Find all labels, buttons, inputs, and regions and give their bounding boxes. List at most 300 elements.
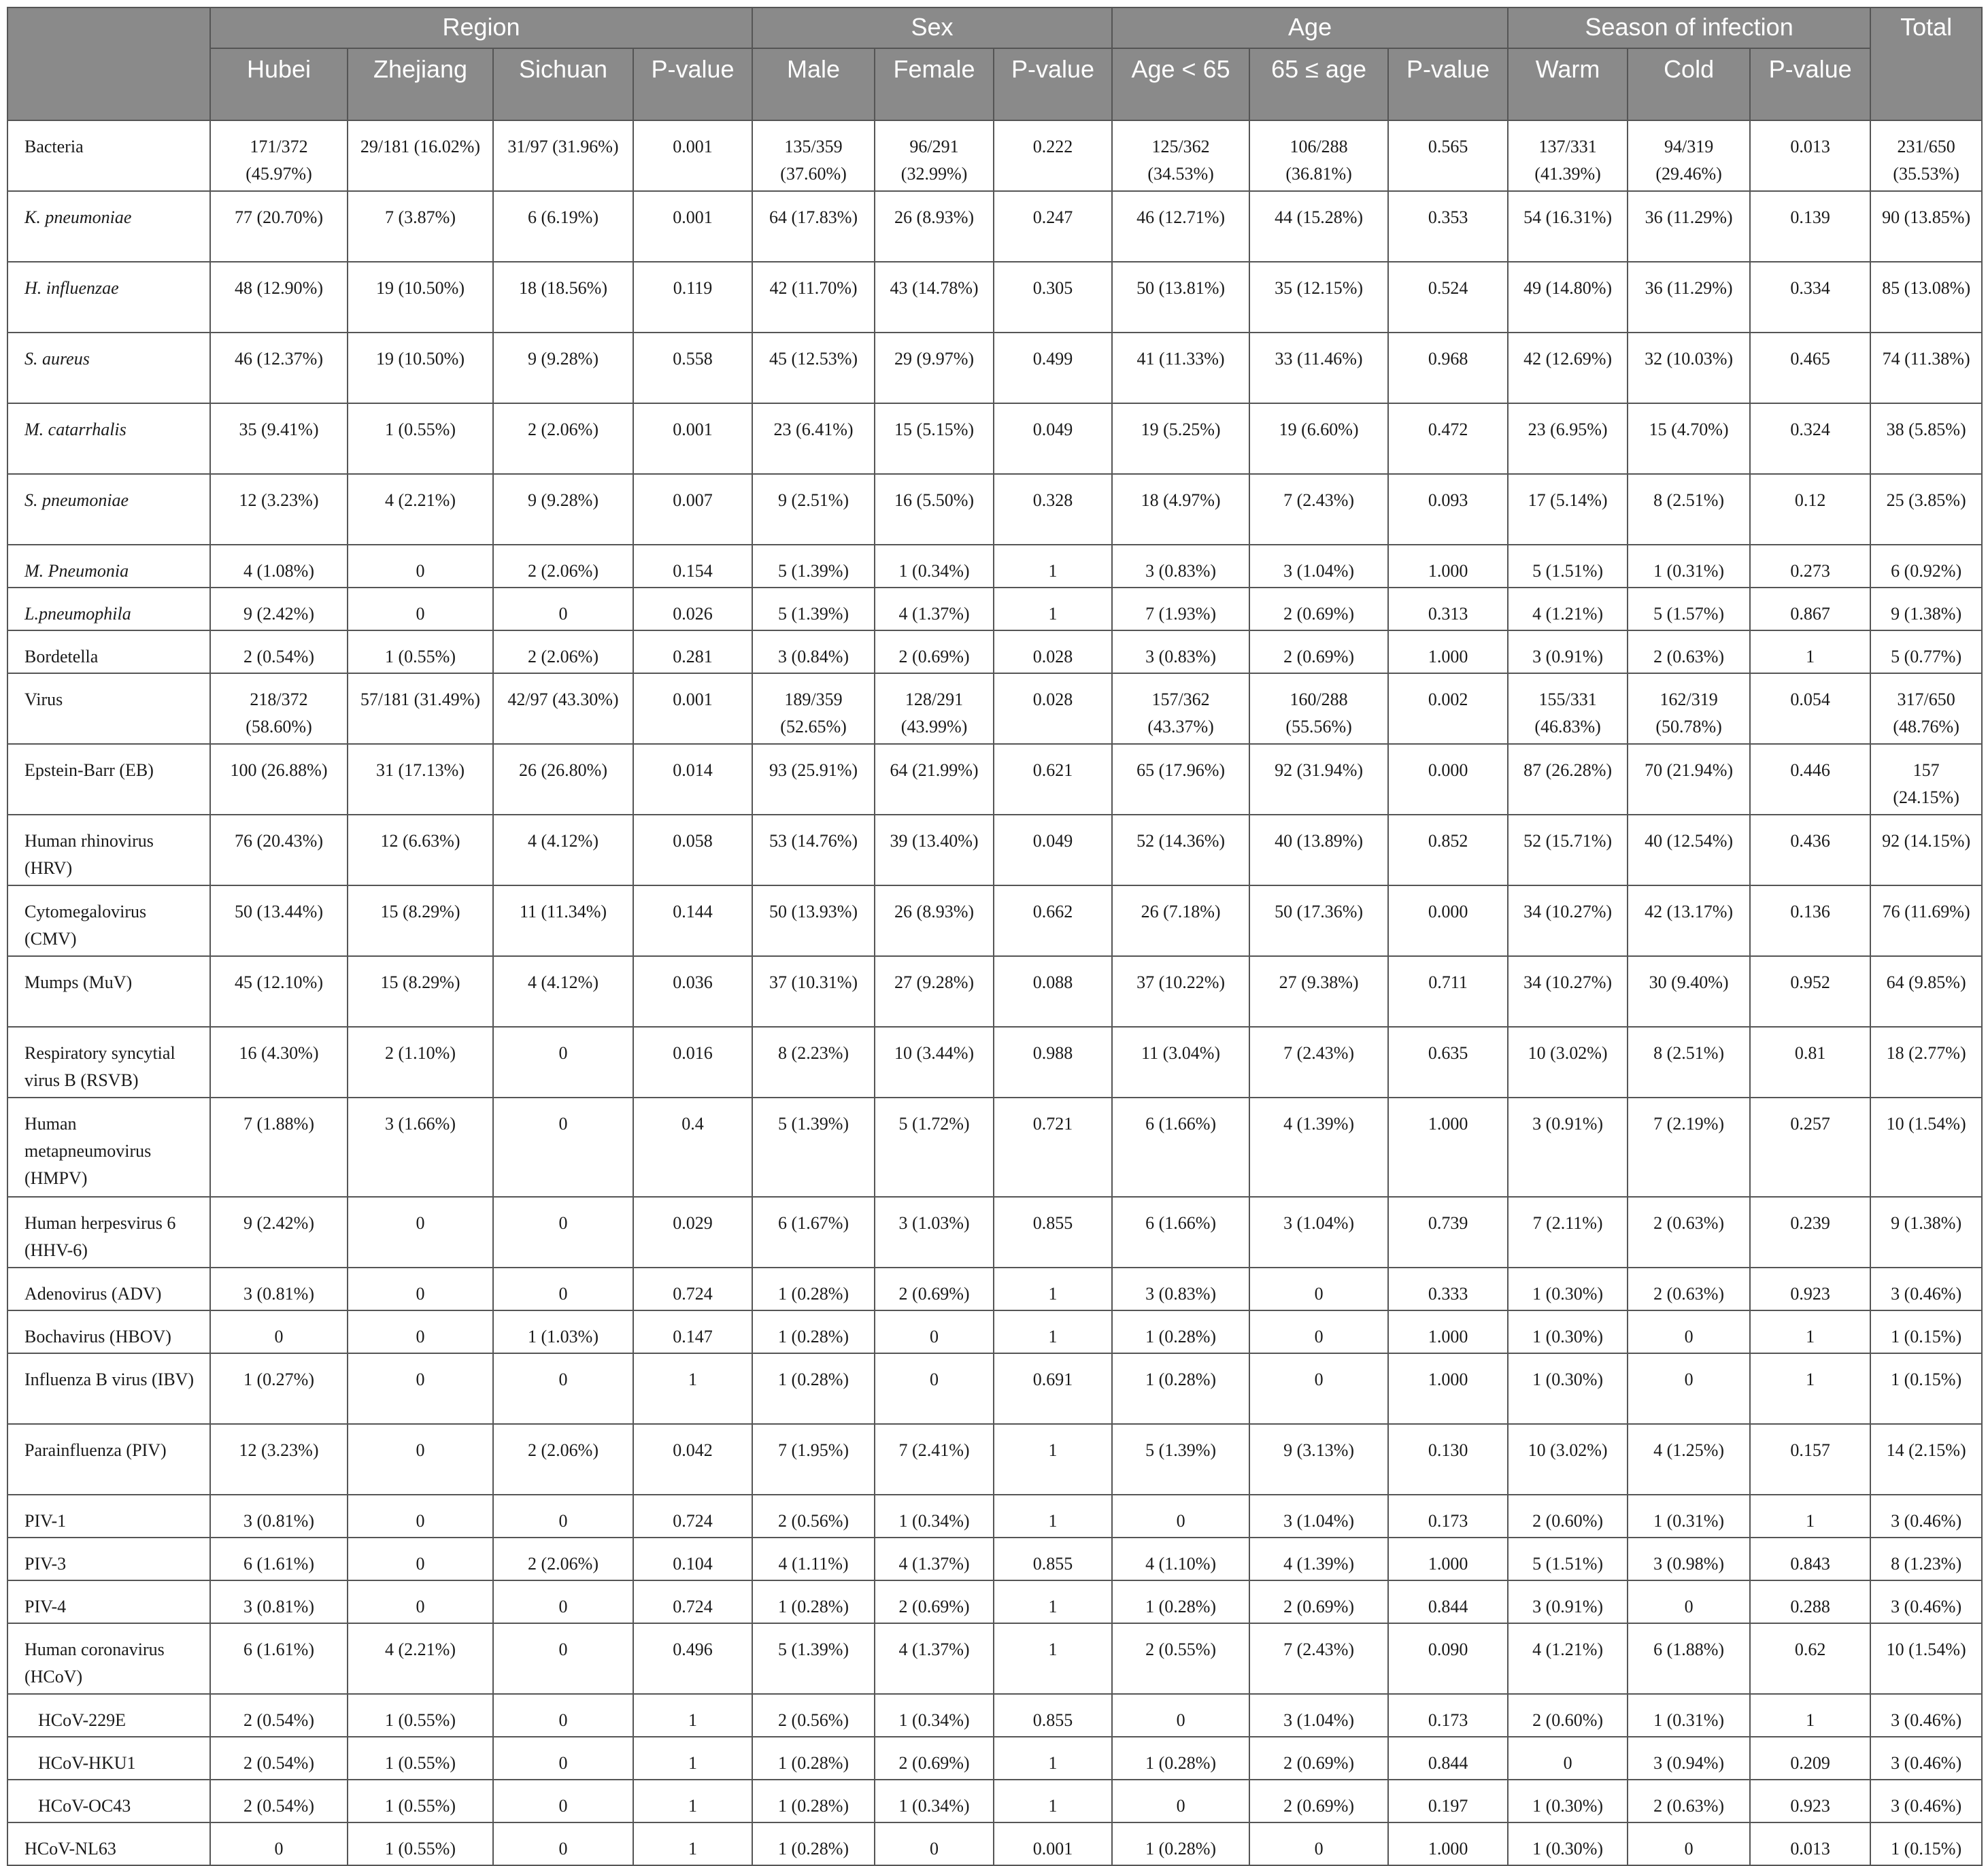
table-cell: 19 (5.25%) [1112, 403, 1249, 474]
table-cell: 0 [210, 1310, 348, 1353]
table-cell: 218/372 (58.60%) [210, 673, 348, 744]
table-cell: 0.247 [994, 191, 1112, 262]
sub-header-region-p-value: P-value [633, 48, 752, 120]
table-cell: 10 (1.54%) [1870, 1623, 1982, 1694]
table-cell: 18 (18.56%) [493, 262, 633, 333]
table-cell: 14 (2.15%) [1870, 1424, 1982, 1495]
table-cell: 2 (0.54%) [210, 1694, 348, 1737]
table-cell: 4 (1.39%) [1249, 1538, 1388, 1580]
table-cell: 18 (4.97%) [1112, 474, 1249, 545]
row-label: PIV-3 [7, 1538, 210, 1580]
table-cell: 0.952 [1750, 956, 1870, 1027]
table-cell: 0 [348, 545, 493, 588]
table-cell: 157 (24.15%) [1870, 744, 1982, 815]
table-cell: 76 (20.43%) [210, 815, 348, 885]
sub-header-cold: Cold [1628, 48, 1750, 120]
table-cell: 1 (0.28%) [1112, 1353, 1249, 1424]
table-cell: 92 (31.94%) [1249, 744, 1388, 815]
table-cell: 0.001 [633, 120, 752, 191]
table-cell: 0.157 [1750, 1424, 1870, 1495]
row-label: PIV-4 [7, 1580, 210, 1623]
table-cell: 157/362 (43.37%) [1112, 673, 1249, 744]
sub-header-age-under-65: Age < 65 [1112, 48, 1249, 120]
table-cell: 1 (0.30%) [1508, 1353, 1628, 1424]
table-cell: 16 (5.50%) [875, 474, 994, 545]
table-cell: 1 (0.34%) [875, 1495, 994, 1538]
table-cell: 46 (12.71%) [1112, 191, 1249, 262]
table-cell: 1 (0.28%) [752, 1353, 875, 1424]
table-cell: 0.007 [633, 474, 752, 545]
table-cell: 19 (6.60%) [1249, 403, 1388, 474]
table-cell: 5 (1.72%) [875, 1098, 994, 1197]
table-cell: 0.855 [994, 1694, 1112, 1737]
table-cell: 45 (12.10%) [210, 956, 348, 1027]
table-cell: 0 [348, 1495, 493, 1538]
row-label: Cytomegalovirus (CMV) [7, 885, 210, 956]
table-cell: 7 (2.11%) [1508, 1197, 1628, 1268]
table-cell: 0 [348, 1538, 493, 1580]
table-row [7, 403, 1982, 474]
table-cell: 1 (0.28%) [752, 1822, 875, 1865]
table-cell: 90 (13.85%) [1870, 191, 1982, 262]
table-cell: 3 (1.04%) [1249, 1694, 1388, 1737]
table-cell: 37 (10.22%) [1112, 956, 1249, 1027]
table-cell: 2 (0.60%) [1508, 1694, 1628, 1737]
table-cell: 40 (12.54%) [1628, 815, 1750, 885]
table-cell: 85 (13.08%) [1870, 262, 1982, 333]
table-cell: 0 [493, 1027, 633, 1098]
table-cell: 7 (2.43%) [1249, 1623, 1388, 1694]
table-cell: 0 [348, 588, 493, 630]
table-cell: 2 (0.54%) [210, 1780, 348, 1822]
table-cell: 0.855 [994, 1197, 1112, 1268]
table-cell: 1 [633, 1737, 752, 1780]
row-label: K. pneumoniae [7, 191, 210, 262]
row-label: S. aureus [7, 333, 210, 403]
table-cell: 12 (6.63%) [348, 815, 493, 885]
table-cell: 26 (26.80%) [493, 744, 633, 815]
table-cell: 0.013 [1750, 120, 1870, 191]
table-cell: 3 (0.91%) [1508, 630, 1628, 673]
table-cell: 37 (10.31%) [752, 956, 875, 1027]
table-cell: 4 (4.12%) [493, 815, 633, 885]
table-cell: 12 (3.23%) [210, 1424, 348, 1495]
table-cell: 34 (10.27%) [1508, 956, 1628, 1027]
table-cell: 23 (6.41%) [752, 403, 875, 474]
table-cell: 0.844 [1388, 1580, 1508, 1623]
table-cell: 6 (1.66%) [1112, 1197, 1249, 1268]
table-cell: 94/319 (29.46%) [1628, 120, 1750, 191]
row-label: Mumps (MuV) [7, 956, 210, 1027]
table-cell: 2 (0.56%) [752, 1495, 875, 1538]
table-cell: 29 (9.97%) [875, 333, 994, 403]
row-label: Adenovirus (ADV) [7, 1268, 210, 1310]
table-cell: 0 [1249, 1310, 1388, 1353]
table-cell: 4 (1.21%) [1508, 588, 1628, 630]
table-cell: 48 (12.90%) [210, 262, 348, 333]
table-cell: 50 (17.36%) [1249, 885, 1388, 956]
table-cell: 1 (0.28%) [752, 1737, 875, 1780]
table-cell: 11 (11.34%) [493, 885, 633, 956]
table-cell: 2 (0.69%) [1249, 630, 1388, 673]
table-cell: 27 (9.28%) [875, 956, 994, 1027]
table-cell: 1 [1750, 1495, 1870, 1538]
table-cell: 50 (13.81%) [1112, 262, 1249, 333]
table-cell: 0.499 [994, 333, 1112, 403]
row-label: PIV-1 [7, 1495, 210, 1538]
table-cell: 42 (12.69%) [1508, 333, 1628, 403]
table-cell: 1 (0.30%) [1508, 1822, 1628, 1865]
table-cell: 0.173 [1388, 1495, 1508, 1538]
table-cell: 0.088 [994, 956, 1112, 1027]
table-cell: 0.988 [994, 1027, 1112, 1098]
table-cell: 0 [1112, 1780, 1249, 1822]
table-cell: 0.049 [994, 403, 1112, 474]
table-cell: 1 [994, 1580, 1112, 1623]
table-cell: 0.257 [1750, 1098, 1870, 1197]
table-cell: 0 [348, 1424, 493, 1495]
table-cell: 0.353 [1388, 191, 1508, 262]
table-cell: 3 (0.98%) [1628, 1538, 1750, 1580]
table-cell: 1 (0.15%) [1870, 1822, 1982, 1865]
table-cell: 0.328 [994, 474, 1112, 545]
table-cell: 3 (1.66%) [348, 1098, 493, 1197]
table-cell: 1 [633, 1822, 752, 1865]
sub-header-hubei: Hubei [210, 48, 348, 120]
table-cell: 76 (11.69%) [1870, 885, 1982, 956]
table-cell: 1 (0.55%) [348, 1780, 493, 1822]
table-cell: 96/291 (32.99%) [875, 120, 994, 191]
table-cell: 9 (1.38%) [1870, 1197, 1982, 1268]
table-cell: 70 (21.94%) [1628, 744, 1750, 815]
table-cell: 4 (1.25%) [1628, 1424, 1750, 1495]
sub-header-male: Male [752, 48, 875, 120]
table-cell: 4 (1.11%) [752, 1538, 875, 1580]
table-cell: 4 (1.39%) [1249, 1098, 1388, 1197]
table-row [7, 1780, 1982, 1822]
sub-header-sichuan: Sichuan [493, 48, 633, 120]
table-cell: 0.139 [1750, 191, 1870, 262]
table-cell: 5 (1.39%) [752, 588, 875, 630]
row-label: Human rhinovirus (HRV) [7, 815, 210, 885]
table-cell: 0.222 [994, 120, 1112, 191]
table-row [7, 1197, 1982, 1268]
table-cell: 1 (0.55%) [348, 630, 493, 673]
table-cell: 5 (1.51%) [1508, 545, 1628, 588]
table-cell: 1 (0.55%) [348, 403, 493, 474]
table-cell: 0.724 [633, 1580, 752, 1623]
table-cell: 0.013 [1750, 1822, 1870, 1865]
table-cell: 231/650 (35.53%) [1870, 120, 1982, 191]
table-row [7, 630, 1982, 673]
table-cell: 4 (2.21%) [348, 474, 493, 545]
table-cell: 7 (2.43%) [1249, 474, 1388, 545]
table-cell: 0.093 [1388, 474, 1508, 545]
table-cell: 2 (2.06%) [493, 630, 633, 673]
table-cell: 25 (3.85%) [1870, 474, 1982, 545]
table-cell: 0.855 [994, 1538, 1112, 1580]
table-cell: 1 [633, 1694, 752, 1737]
table-cell: 0.436 [1750, 815, 1870, 885]
table-cell: 0 [493, 1197, 633, 1268]
table-cell: 1 (0.30%) [1508, 1780, 1628, 1822]
table-cell: 0.049 [994, 815, 1112, 885]
table-cell: 125/362 (34.53%) [1112, 120, 1249, 191]
table-cell: 74 (11.38%) [1870, 333, 1982, 403]
table-cell: 7 (2.41%) [875, 1424, 994, 1495]
data-table [7, 7, 1983, 1866]
table-cell: 7 (3.87%) [348, 191, 493, 262]
table-cell: 54 (16.31%) [1508, 191, 1628, 262]
sub-header-age-p-value: P-value [1388, 48, 1508, 120]
table-row [7, 1822, 1982, 1865]
table-cell: 2 (0.69%) [875, 630, 994, 673]
table-cell: 0 [493, 1580, 633, 1623]
table-cell: 0 [875, 1310, 994, 1353]
table-cell: 1 [633, 1353, 752, 1424]
table-cell: 0.002 [1388, 673, 1508, 744]
table-row [7, 191, 1982, 262]
table-cell: 2 (0.63%) [1628, 1780, 1750, 1822]
sub-header-female: Female [875, 48, 994, 120]
table-cell: 45 (12.53%) [752, 333, 875, 403]
table-cell: 7 (1.95%) [752, 1424, 875, 1495]
table-cell: 3 (1.04%) [1249, 1197, 1388, 1268]
table-cell: 128/291 (43.99%) [875, 673, 994, 744]
table-cell: 0.209 [1750, 1737, 1870, 1780]
group-header-region: Region [210, 7, 752, 48]
table-cell: 2 (0.55%) [1112, 1623, 1249, 1694]
table-cell: 1 (0.28%) [752, 1780, 875, 1822]
table-cell: 2 (0.69%) [1249, 588, 1388, 630]
table-cell: 0.739 [1388, 1197, 1508, 1268]
table-cell: 1 [994, 1623, 1112, 1694]
table-cell: 6 (1.61%) [210, 1538, 348, 1580]
table-cell: 42 (11.70%) [752, 262, 875, 333]
table-cell: 0 [1112, 1694, 1249, 1737]
table-cell: 0 [493, 1694, 633, 1737]
table-cell: 50 (13.44%) [210, 885, 348, 956]
table-cell: 6 (1.66%) [1112, 1098, 1249, 1197]
table-cell: 64 (17.83%) [752, 191, 875, 262]
table-cell: 1 (0.30%) [1508, 1268, 1628, 1310]
table-cell: 3 (0.94%) [1628, 1737, 1750, 1780]
table-cell: 0.621 [994, 744, 1112, 815]
table-cell: 17 (5.14%) [1508, 474, 1628, 545]
table-cell: 7 (1.88%) [210, 1098, 348, 1197]
table-cell: 0.014 [633, 744, 752, 815]
group-header-season: Season of infection [1508, 7, 1870, 48]
corner-header [7, 7, 210, 120]
row-label: HCoV-OC43 [7, 1780, 210, 1822]
table-cell: 1 (1.03%) [493, 1310, 633, 1353]
table-row [7, 673, 1982, 744]
table-cell: 0.305 [994, 262, 1112, 333]
table-cell: 1 [994, 1495, 1112, 1538]
table-cell: 2 (0.56%) [752, 1694, 875, 1737]
table-cell: 3 (0.81%) [210, 1495, 348, 1538]
row-label: Virus [7, 673, 210, 744]
row-label: Bordetella [7, 630, 210, 673]
table-cell: 6 (1.88%) [1628, 1623, 1750, 1694]
table-row [7, 1737, 1982, 1780]
table-cell: 31 (17.13%) [348, 744, 493, 815]
table-cell: 2 (2.06%) [493, 1538, 633, 1580]
table-cell: 33 (11.46%) [1249, 333, 1388, 403]
row-label: HCoV-NL63 [7, 1822, 210, 1865]
row-label: M. catarrhalis [7, 403, 210, 474]
table-cell: 0.119 [633, 262, 752, 333]
table-cell: 10 (3.02%) [1508, 1424, 1628, 1495]
table-row [7, 1424, 1982, 1495]
table-cell: 100 (26.88%) [210, 744, 348, 815]
table-cell: 1 (0.34%) [875, 545, 994, 588]
table-cell: 5 (1.39%) [752, 1623, 875, 1694]
table-cell: 160/288 (55.56%) [1249, 673, 1388, 744]
table-cell: 6 (6.19%) [493, 191, 633, 262]
table-cell: 2 (0.60%) [1508, 1495, 1628, 1538]
table-cell: 0 [348, 1353, 493, 1424]
table-cell: 5 (1.39%) [752, 1098, 875, 1197]
table-cell: 1.000 [1388, 1538, 1508, 1580]
table-cell: 15 (8.29%) [348, 885, 493, 956]
table-cell: 0 [348, 1197, 493, 1268]
sub-header-age-65-plus: 65 ≤ age [1249, 48, 1388, 120]
row-label: M. Pneumonia [7, 545, 210, 588]
table-cell: 0 [1628, 1310, 1750, 1353]
table-row [7, 474, 1982, 545]
table-cell: 0.844 [1388, 1737, 1508, 1780]
table-cell: 7 (2.19%) [1628, 1098, 1750, 1197]
table-cell: 64 (9.85%) [1870, 956, 1982, 1027]
table-cell: 27 (9.38%) [1249, 956, 1388, 1027]
table-cell: 77 (20.70%) [210, 191, 348, 262]
table-cell: 1.000 [1388, 1353, 1508, 1424]
table-cell: 9 (3.13%) [1249, 1424, 1388, 1495]
table-cell: 0.154 [633, 545, 752, 588]
table-cell: 2 (0.69%) [1249, 1780, 1388, 1822]
table-cell: 36 (11.29%) [1628, 262, 1750, 333]
table-cell: 35 (9.41%) [210, 403, 348, 474]
table-cell: 31/97 (31.96%) [493, 120, 633, 191]
table-cell: 3 (0.84%) [752, 630, 875, 673]
table-cell: 1.000 [1388, 1310, 1508, 1353]
table-cell: 3 (0.91%) [1508, 1580, 1628, 1623]
table-row [7, 588, 1982, 630]
table-cell: 0.104 [633, 1538, 752, 1580]
table-row [7, 1538, 1982, 1580]
group-header-sex: Sex [752, 7, 1112, 48]
sub-header-zhejiang: Zhejiang [348, 48, 493, 120]
table-cell: 1 (0.27%) [210, 1353, 348, 1424]
table-cell: 8 (2.51%) [1628, 1027, 1750, 1098]
table-cell: 0.465 [1750, 333, 1870, 403]
table-cell: 19 (10.50%) [348, 333, 493, 403]
table-cell: 0.147 [633, 1310, 752, 1353]
table-cell: 1 [1750, 630, 1870, 673]
table-cell: 4 (1.08%) [210, 545, 348, 588]
table-row [7, 1580, 1982, 1623]
table-cell: 1 [994, 1424, 1112, 1495]
table-cell: 1 (0.28%) [1112, 1310, 1249, 1353]
table-cell: 2 (0.63%) [1628, 630, 1750, 673]
table-cell: 4 (2.21%) [348, 1623, 493, 1694]
table-cell: 42/97 (43.30%) [493, 673, 633, 744]
sub-header-warm: Warm [1508, 48, 1628, 120]
table-cell: 0.288 [1750, 1580, 1870, 1623]
table-cell: 1 [994, 1310, 1112, 1353]
table-cell: 0.016 [633, 1027, 752, 1098]
row-label: Parainfluenza (PIV) [7, 1424, 210, 1495]
table-cell: 39 (13.40%) [875, 815, 994, 885]
table-cell: 0.446 [1750, 744, 1870, 815]
table-cell: 1 [994, 1737, 1112, 1780]
table-cell: 0.090 [1388, 1623, 1508, 1694]
table-cell: 0.239 [1750, 1197, 1870, 1268]
table-cell: 26 (8.93%) [875, 885, 994, 956]
table-cell: 8 (2.23%) [752, 1027, 875, 1098]
table-cell: 0 [1249, 1268, 1388, 1310]
table-cell: 1 (0.34%) [875, 1780, 994, 1822]
table-row [7, 262, 1982, 333]
table-cell: 52 (15.71%) [1508, 815, 1628, 885]
table-cell: 3 (0.46%) [1870, 1694, 1982, 1737]
table-cell: 92 (14.15%) [1870, 815, 1982, 885]
table-cell: 6 (1.67%) [752, 1197, 875, 1268]
table-cell: 0.173 [1388, 1694, 1508, 1737]
table-cell: 3 (0.46%) [1870, 1737, 1982, 1780]
table-cell: 0.000 [1388, 744, 1508, 815]
table-cell: 0.968 [1388, 333, 1508, 403]
table-cell: 5 (0.77%) [1870, 630, 1982, 673]
table-cell: 0 [493, 1495, 633, 1538]
table-cell: 1 (0.55%) [348, 1694, 493, 1737]
row-label: Respiratory syncytial virus B (RSVB) [7, 1027, 210, 1098]
table-cell: 0 [493, 1780, 633, 1822]
table-cell: 0.923 [1750, 1780, 1870, 1822]
table-cell: 0.029 [633, 1197, 752, 1268]
table-cell: 137/331 (41.39%) [1508, 120, 1628, 191]
table-cell: 1 (0.28%) [1112, 1737, 1249, 1780]
table-cell: 10 (1.54%) [1870, 1098, 1982, 1197]
table-cell: 0.130 [1388, 1424, 1508, 1495]
table-cell: 106/288 (36.81%) [1249, 120, 1388, 191]
table-cell: 0.144 [633, 885, 752, 956]
table-cell: 2 (0.63%) [1628, 1197, 1750, 1268]
table-cell: 7 (1.93%) [1112, 588, 1249, 630]
table-cell: 0.81 [1750, 1027, 1870, 1098]
table-cell: 87 (26.28%) [1508, 744, 1628, 815]
table-cell: 9 (2.42%) [210, 1197, 348, 1268]
table-cell: 0.036 [633, 956, 752, 1027]
table-row [7, 1098, 1982, 1197]
table-cell: 2 (0.54%) [210, 1737, 348, 1780]
table-cell: 0.721 [994, 1098, 1112, 1197]
table-cell: 32 (10.03%) [1628, 333, 1750, 403]
table-cell: 11 (3.04%) [1112, 1027, 1249, 1098]
table-cell: 26 (8.93%) [875, 191, 994, 262]
table-cell: 9 (9.28%) [493, 474, 633, 545]
row-label: Influenza B virus (IBV) [7, 1353, 210, 1424]
table-cell: 0.724 [633, 1495, 752, 1538]
table-cell: 0 [493, 1268, 633, 1310]
table-cell: 1 (0.31%) [1628, 1694, 1750, 1737]
table-cell: 2 (2.06%) [493, 403, 633, 474]
table-cell: 1 (0.30%) [1508, 1310, 1628, 1353]
table-cell: 1 (0.34%) [875, 1694, 994, 1737]
table-cell: 3 (0.46%) [1870, 1495, 1982, 1538]
table-cell: 43 (14.78%) [875, 262, 994, 333]
